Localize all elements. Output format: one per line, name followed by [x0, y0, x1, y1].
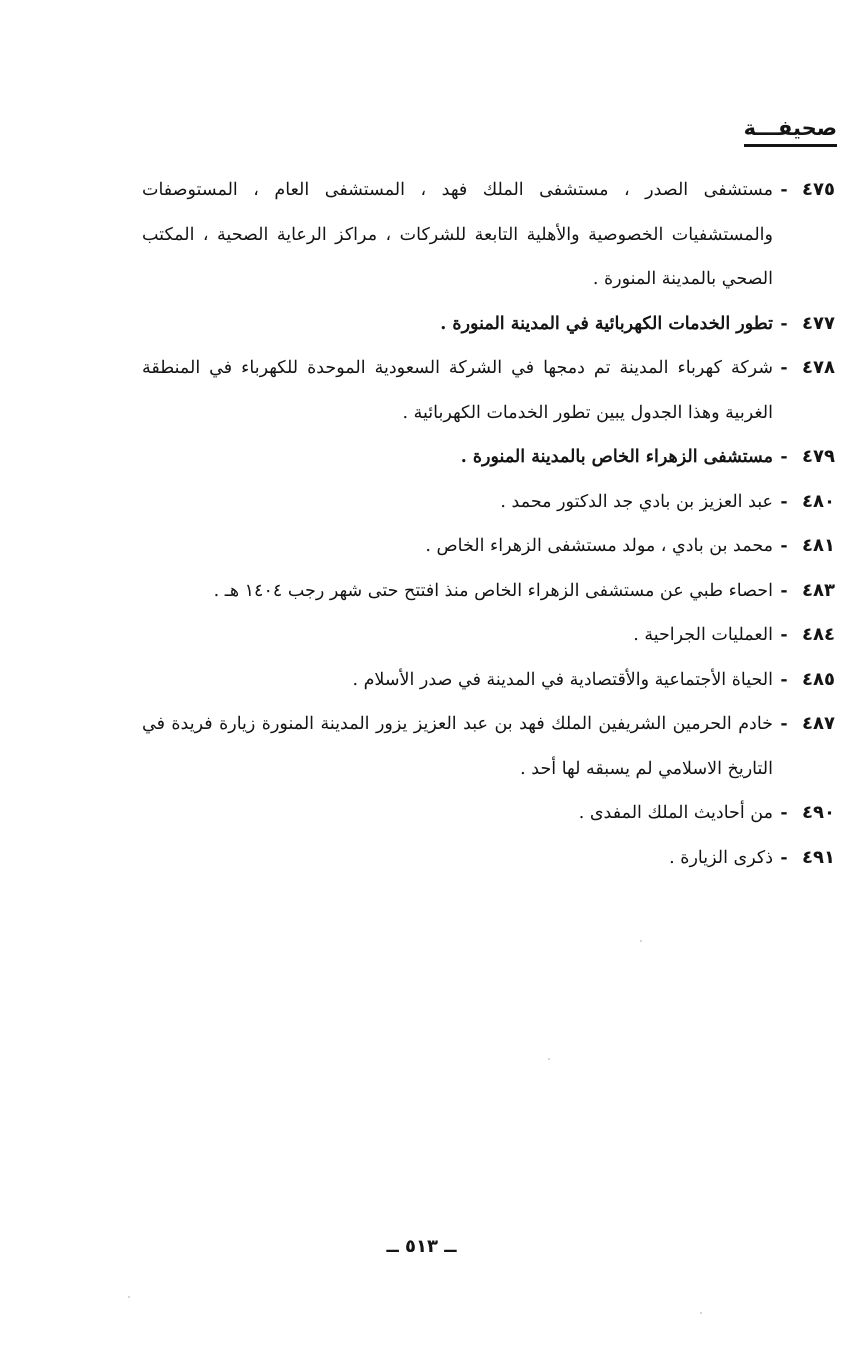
entry-dash: - — [780, 803, 788, 823]
entry-text: احصاء طبي عن مستشفى الزهراء الخاص منذ افتتح حتى شهر رجب ١٤٠٤ هـ . — [213, 580, 773, 601]
entry-page-number: ٤٩١ — [802, 846, 835, 868]
list-item — [140, 435, 835, 480]
entry-dash: - — [780, 847, 788, 868]
entry-text: الحياة الأجتماعية والأقتصادية في المدينة في صدر الأسلام . — [352, 669, 773, 690]
entry-page-number: ٤٧٩ — [802, 446, 835, 467]
list-item — [140, 569, 835, 614]
entry-page-number: ٤٧٧ — [802, 312, 835, 334]
entry-dash: - — [780, 669, 788, 690]
list-item — [140, 346, 835, 435]
list-item — [140, 524, 835, 569]
entry-text: ذكرى الزيارة . — [669, 847, 773, 868]
column-heading: صحيفـــة — [744, 113, 837, 147]
entry-page-number: ٤٨٠ — [802, 490, 835, 512]
list-item — [140, 480, 835, 525]
entry-text: من أحاديث الملك المفدى . — [578, 803, 773, 823]
page-number-footer: ــ ٥١٣ ــ — [386, 1236, 457, 1257]
list-item — [140, 791, 835, 836]
entry-text: العمليات الجراحية . — [633, 625, 773, 645]
scan-speck — [548, 1058, 550, 1060]
entry-text: محمد بن بادي ، مولد مستشفى الزهراء الخاص . — [425, 536, 773, 556]
scan-speck — [128, 1296, 130, 1298]
entry-dash: - — [780, 180, 788, 200]
entry-text: عبد العزيز بن بادي جد الدكتور محمد . — [500, 491, 773, 512]
entry-text: شركة كهرباء المدينة تم دمجها في الشركة السعودية الموحدة للكهرباء في المنطقة الغربية وهذا الجدول يبين تطور الخدمات الكهربائية . — [142, 358, 773, 423]
entry-text: خادم الحرمين الشريفين الملك فهد بن عبد العزيز يزور المدينة المنورة زيارة فريدة في التاريخ الاسلامي لم يسبقه لها أحد . — [142, 714, 773, 779]
entry-dash: - — [780, 358, 788, 378]
list-item — [140, 168, 835, 302]
entry-text: مستشفى الزهراء الخاص بالمدينة المنورة . — [460, 447, 773, 467]
entry-page-number: ٤٨١ — [802, 535, 835, 556]
entry-text: مستشفى الصدر ، مستشفى الملك فهد ، المستشفى العام ، المستوصفات والمستشفيات الخصوصية والأهلية التابعة للشركات ، مراكز الرعاية الصحية ، المكتب الصحي بالمدينة المنورة . — [142, 180, 773, 289]
entry-dash: - — [780, 714, 788, 734]
entry-dash: - — [780, 491, 788, 512]
entry-dash: - — [780, 625, 788, 645]
entry-dash: - — [780, 536, 788, 556]
list-item — [140, 702, 835, 791]
entry-page-number: ٤٧٥ — [802, 179, 835, 200]
entry-dash: - — [780, 313, 788, 334]
list-item — [140, 302, 835, 347]
entry-dash: - — [780, 580, 788, 601]
entry-dash: - — [780, 447, 788, 467]
entry-page-number: ٤٨٤ — [802, 624, 835, 645]
scan-speck — [640, 940, 642, 942]
entry-page-number: ٤٧٨ — [802, 357, 835, 378]
entry-page-number: ٤٨٥ — [802, 668, 835, 690]
entry-text: تطور الخدمات الكهربائية في المدينة المنورة . — [440, 313, 773, 334]
entry-page-number: ٤٨٧ — [802, 713, 835, 734]
entry-page-number: ٤٨٣ — [802, 579, 835, 601]
scan-speck — [700, 1312, 702, 1314]
entry-page-number: ٤٩٠ — [802, 802, 835, 823]
contents-list — [140, 168, 835, 880]
list-item — [140, 613, 835, 658]
list-item — [140, 836, 835, 881]
list-item — [140, 658, 835, 703]
